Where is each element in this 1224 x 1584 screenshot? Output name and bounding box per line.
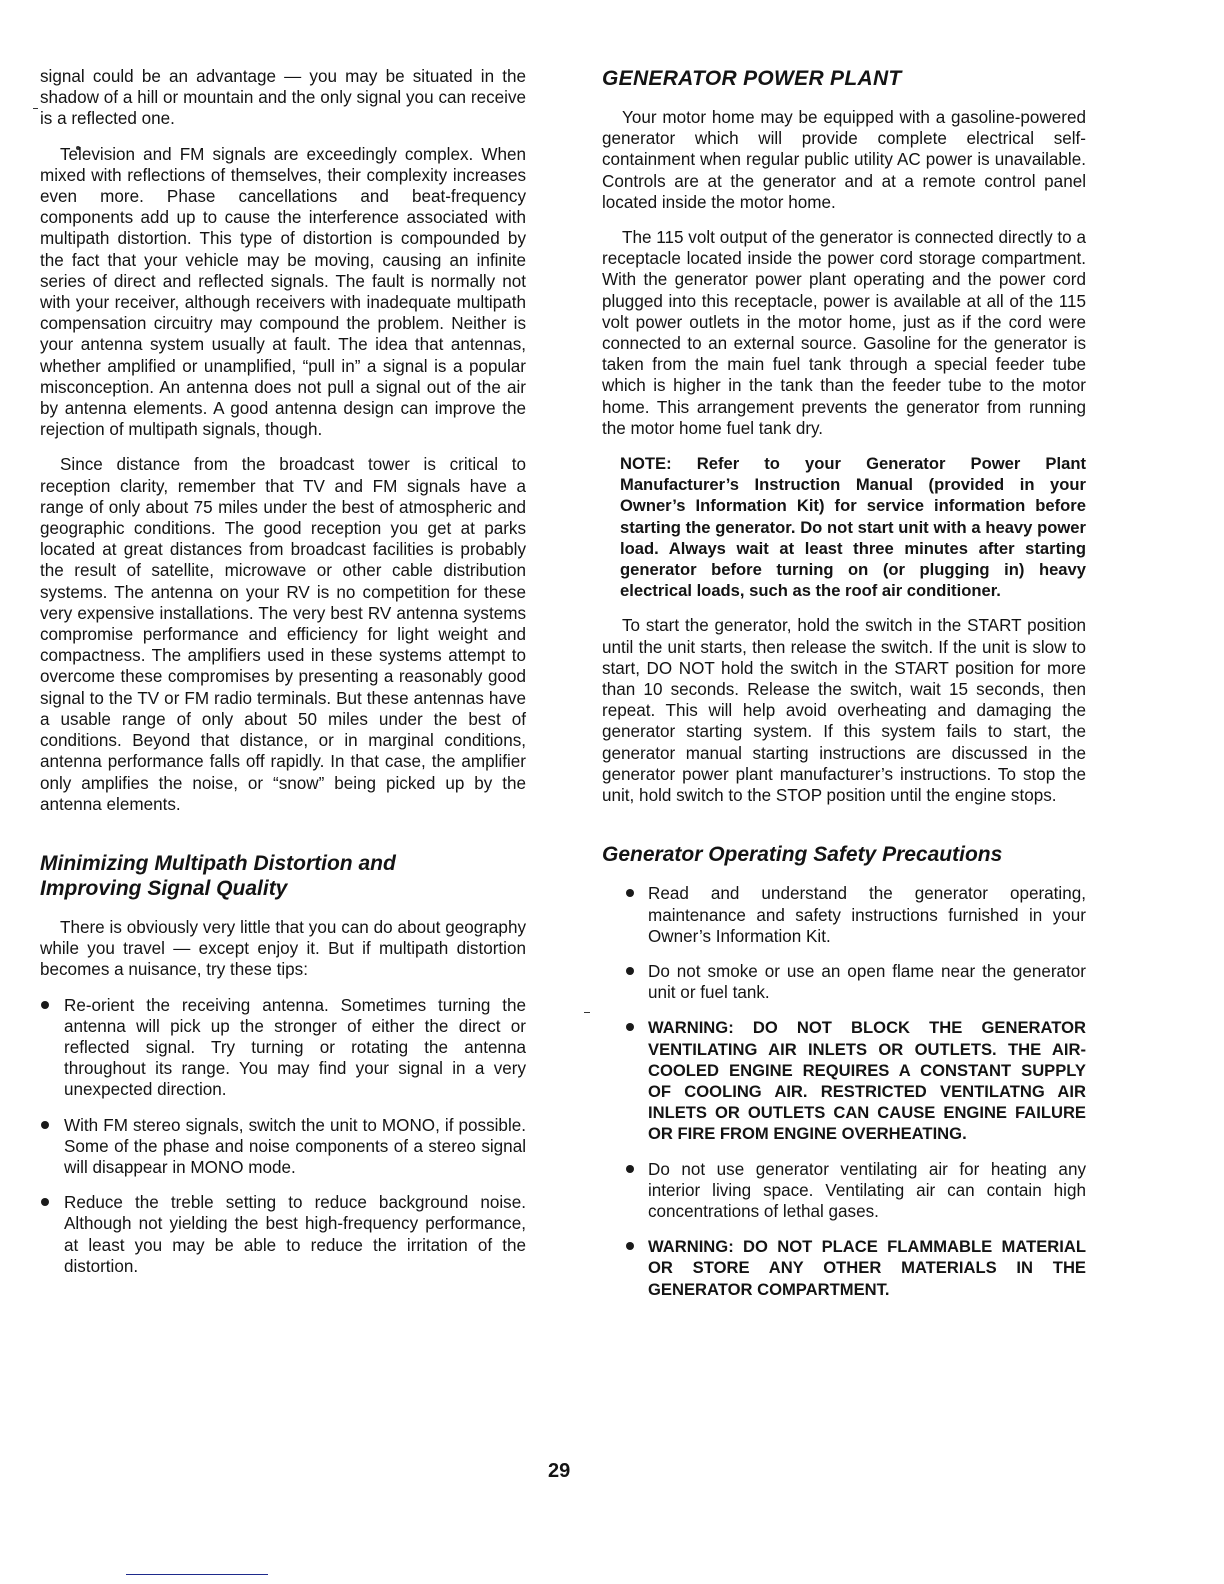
list-item xyxy=(602,883,1086,947)
paragraph-tips-intro: There is obviously very little that you can do about geography while you travel — except enjoy it. But if multipath distortion becomes a nuisance, try these tips: xyxy=(40,917,526,980)
bullet-icon xyxy=(41,1001,49,1009)
bullet-icon xyxy=(41,1121,49,1129)
paragraph-broadcast-range: Since distance from the broadcast tower is critical to reception clarity, remember that TV and FM signals have a range of only about 75 miles under the best of atmospheric and geographic conditions. The good reception you get at parks located at great distances from broadcast facilities is probably the result of satellite, microwave or other cable distribution systems. The antenna on your RV is no competition for these very expensive installations. The very best RV antenna systems compromise performance and efficiency for light weight and compactness. The amplifiers used in these systems attempt to overcome these compromises by presenting a reasonably good signal to the TV or FM radio terminals. But these antennas have a usable range of only about 50 miles under the best of conditions. Beyond that distance, or in marginal conditions, antenna performance falls off rapidly. In that case, the amplifier only amplifies the noise, or “snow” being picked up by the antenna elements. xyxy=(40,455,526,814)
list-item-text: Read and understand the generator operating, maintenance and safety instructions furnished in your Owner’s Information Kit. xyxy=(648,884,1086,946)
footer-rule xyxy=(126,1574,268,1575)
page-number: 29 xyxy=(548,1460,571,1482)
list-item xyxy=(602,961,1086,1003)
bullet-icon xyxy=(626,1242,634,1250)
section-spacer xyxy=(40,829,526,851)
heading-line: Minimizing Multipath Distortion and xyxy=(40,851,396,875)
list-item-text: Reduce the treble setting to reduce background noise. Although not yielding the best high-frequency performance, at least you may be able to reduce the irritation of the distortion. xyxy=(64,1193,526,1276)
bullet-icon xyxy=(626,1023,634,1031)
list-item xyxy=(602,1159,1086,1223)
list-item xyxy=(40,1115,526,1179)
left-column xyxy=(40,66,526,1291)
section-heading-multipath xyxy=(40,851,526,901)
list-item-text: Re-orient the receiving antenna. Sometimes turning the antenna will pick up the stronger of either the direct or reflected signal. Try turning or rotating the antenna throughout its range. You may find your signal in a very unexpected direction. xyxy=(64,995,526,1100)
tips-list xyxy=(40,995,526,1277)
section-title-generator: GENERATOR POWER PLANT xyxy=(602,67,902,90)
paragraph-generator-output: The 115 volt output of the generator is connected directly to a receptacle located inside the power cord storage compartment. With the generator power plant operating and the power cord plugged into this receptacle, power is available at all of the 115 volt power outlets in the motor home, just as if the cord were connected to an external source. Gasoline for the generator is taken from the main fuel tank through a special feeder tube which is higher in the tank than the feeder tube to the motor home. This arrangement prevents the generator from running the motor home fuel tank dry. xyxy=(602,228,1086,438)
list-item xyxy=(40,995,526,1101)
list-item-text: Do not smoke or use an open flame near the generator unit or fuel tank. xyxy=(648,961,1086,1003)
heading-line: Improving Signal Quality xyxy=(40,876,288,900)
bullet-icon xyxy=(626,1165,634,1173)
safety-list xyxy=(602,883,1086,1299)
paragraph-continued: signal could be an advantage — you may be situated in the shadow of a hill or mountain and the only signal you can receive is a reflected one. xyxy=(40,67,526,129)
section-heading-safety: Generator Operating Safety Precautions xyxy=(602,843,1003,867)
list-item-text: WARNING: DO NOT BLOCK THE GENERATOR VENTILATING AIR INLETS OR OUTLETS. THE AIR-COOLED ENGINE REQUIRES A CONSTANT SUPPLY OF COOLING AIR. RESTRICTED VENTILATNG AIR INLETS OR OUTLETS CAN CAUSE ENGINE FAILURE OR FIRE FROM ENGINE OVERHEATING. xyxy=(648,1018,1086,1144)
paragraph-starting-procedure: To start the generator, hold the switch in the START position until the unit starts, then release the switch. If the unit is slow to start, DO NOT hold the switch in the START position for more than 10 seconds. Release the switch, wait 15 seconds, then repeat. This will help avoid overheating and damaging the generator starting system. If this system fails to start, the generator manual starting instructions are discussed in the generator power plant manufacturer’s instructions. To stop the unit, hold switch to the STOP position until the engine stops. xyxy=(602,616,1086,806)
list-item-warning xyxy=(602,1236,1086,1300)
bullet-icon xyxy=(626,889,634,897)
right-column xyxy=(602,66,1086,1314)
list-item-warning xyxy=(602,1017,1086,1144)
list-item-text: With FM stereo signals, switch the unit to MONO, if possible. Some of the phase and noise components of a stereo signal will disappear in MONO mode. xyxy=(64,1115,526,1177)
bullet-icon xyxy=(626,967,634,975)
bullet-icon xyxy=(41,1198,49,1206)
scan-mark xyxy=(33,108,38,109)
scan-mark xyxy=(584,1012,590,1013)
list-item xyxy=(40,1192,526,1277)
section-spacer xyxy=(602,820,1086,842)
note-block: NOTE: Refer to your Generator Power Plant Manufacturer’s Instruction Manual (provided in your Owner’s Information Kit) for service information before starting the generator. Do not start unit with a heavy power load. Always wait at least three minutes after starting generator before turning on (or plugging in) heavy electrical loads, such as the roof air conditioner. xyxy=(620,454,1086,601)
paragraph-generator-intro: Your motor home may be equipped with a gasoline-powered generator which will provide complete electrical self-containment when regular public utility AC power is unavailable. Controls are at the generator and at a remote control panel located inside the motor home. xyxy=(602,108,1086,212)
paragraph-multipath-complexity: Television and FM signals are exceedingly complex. When mixed with reflections of themselves, their complexity increases even more. Phase cancellations and beat-frequency components add up to cause the interference associated with multipath distortion. This type of distortion is compounded by the fact that your vehicle may be moving, causing an infinite series of direct and reflected signals. The fault is normally not with your receiver, although receivers with inadequate multipath compensation circuitry may compound the problem. Neither is your antenna system usually at fault. The idea that antennas, whether amplified or unamplified, “pull in” a signal is a popular misconception. An antenna does not pull a signal out of the air by antenna elements. A good antenna design can improve the rejection of multipath signals, though. xyxy=(40,144,526,440)
list-item-text: Do not use generator ventilating air for heating any interior living space. Ventilating air can contain high concentrations of lethal gases. xyxy=(648,1159,1086,1221)
list-item-text: WARNING: DO NOT PLACE FLAMMABLE MATERIAL OR STORE ANY OTHER MATERIALS IN THE GENERATOR COMPARTMENT. xyxy=(648,1237,1086,1299)
